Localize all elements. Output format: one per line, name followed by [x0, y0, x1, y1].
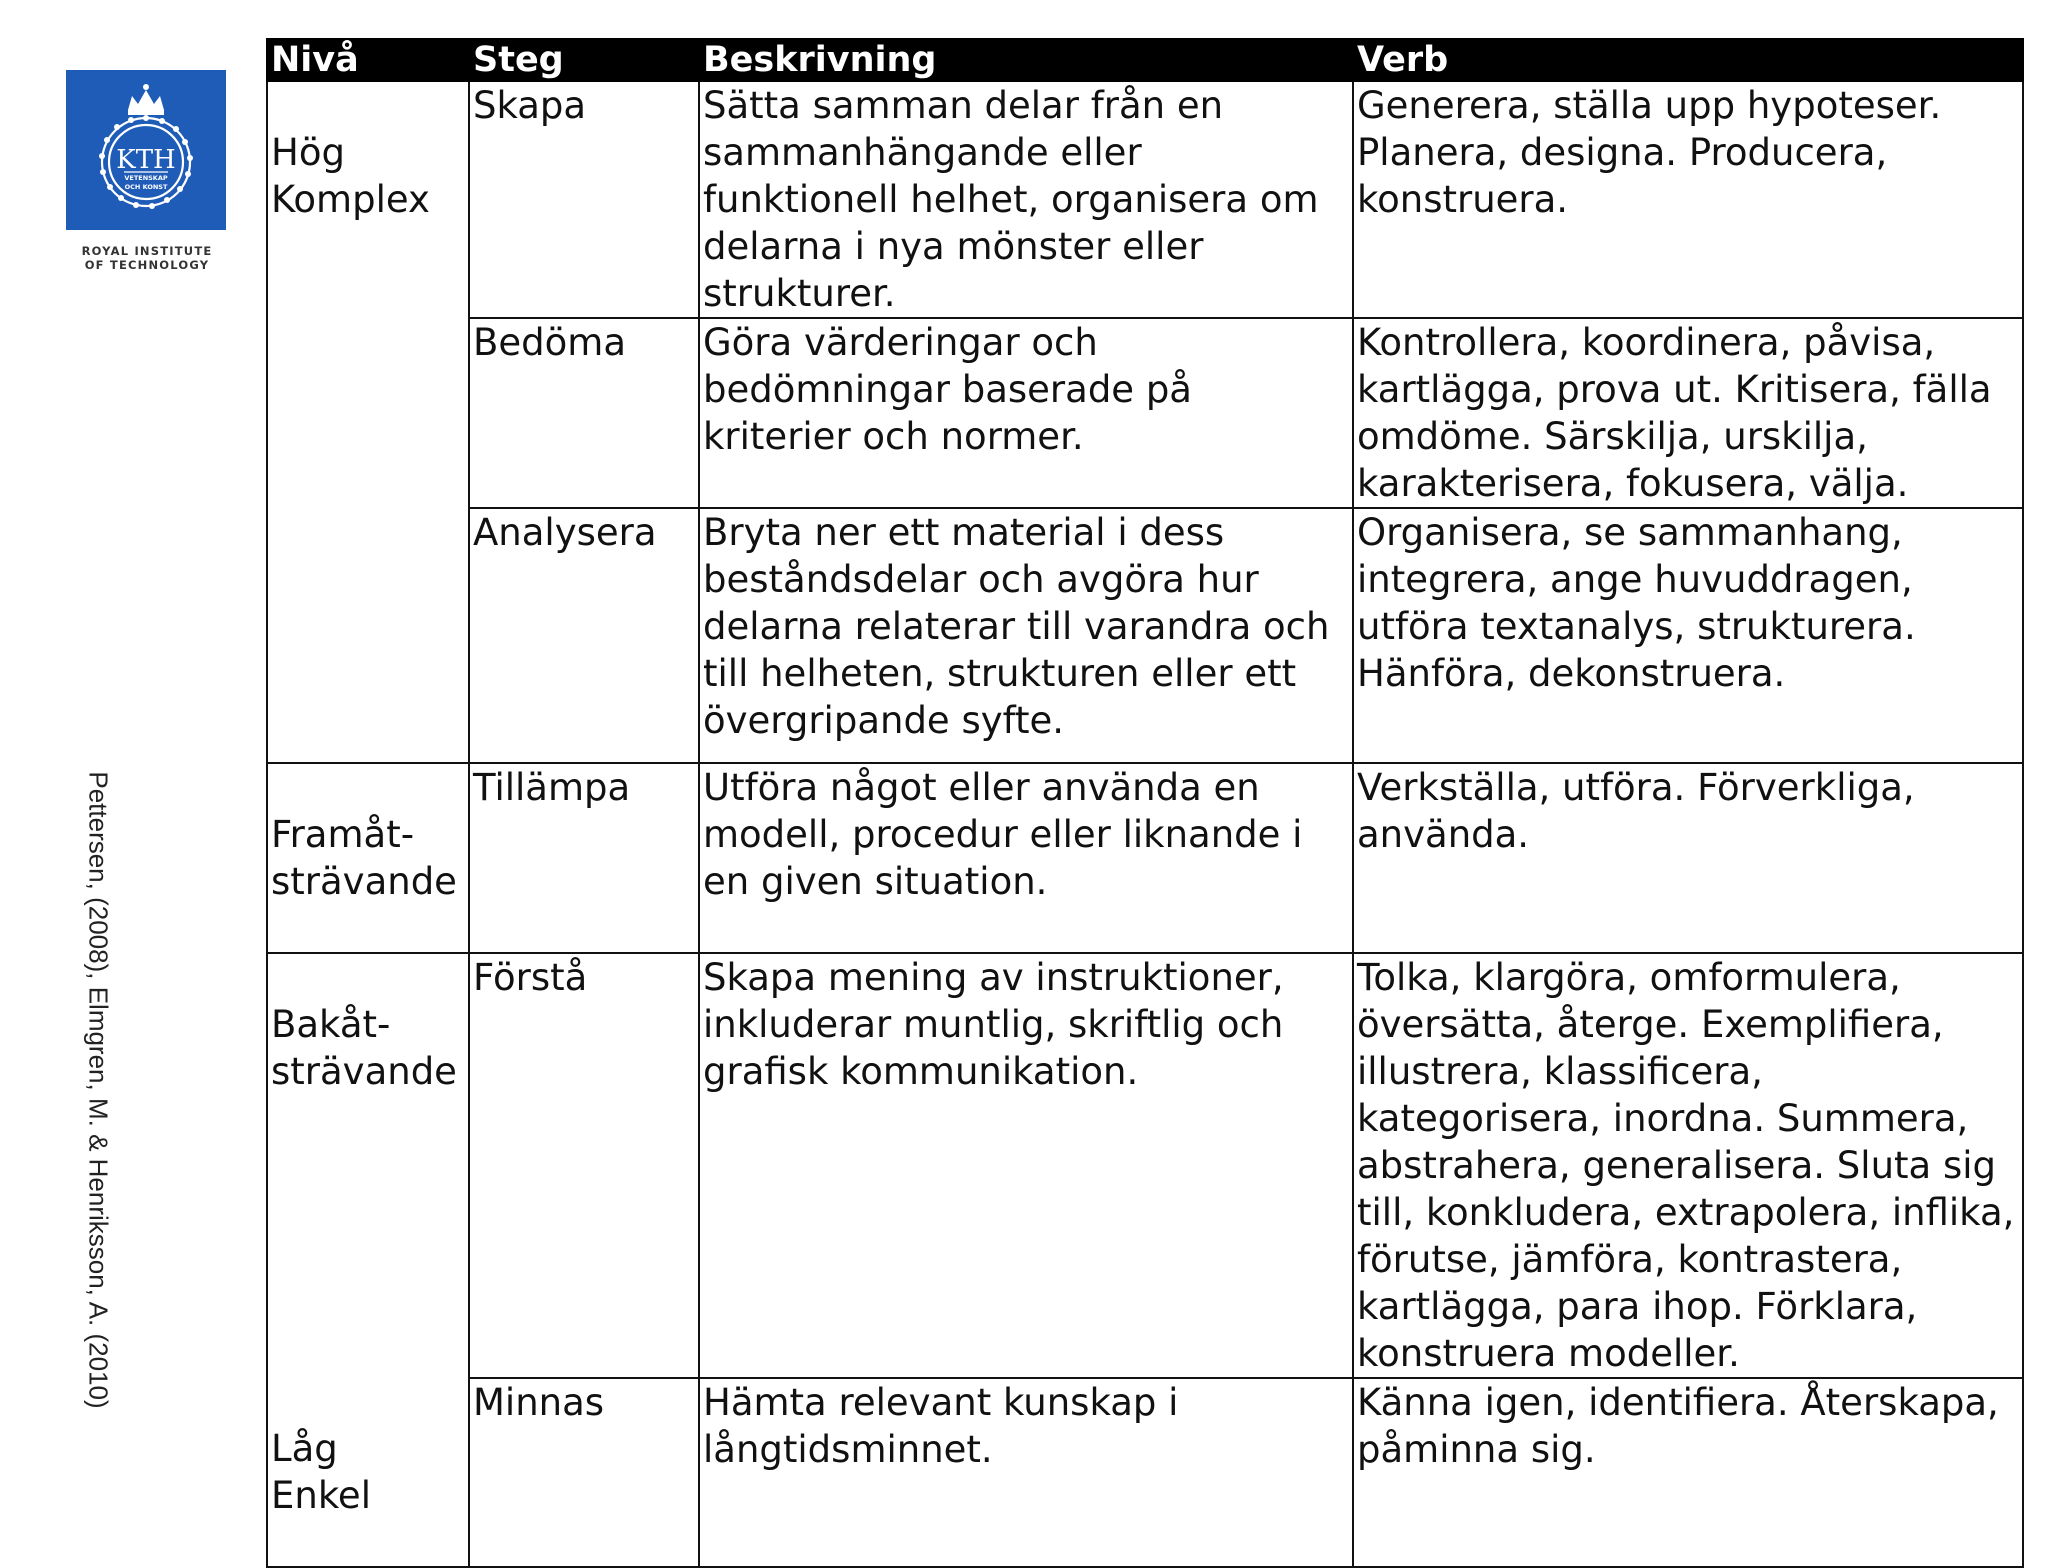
table-header-row	[267, 39, 2023, 81]
beskrivning-cell: Göra värderingar och bedömningar baserade på kriterier och normer.	[699, 318, 1353, 508]
kth-emblem	[66, 70, 226, 230]
table-row	[267, 953, 2023, 1378]
level-cell-lag	[267, 1378, 469, 1567]
beskrivning-cell: Skapa mening av instruktioner, inkluderar muntlig, skriftlig och grafisk kommunikation.	[699, 953, 1353, 1378]
steg-cell: Tillämpa	[469, 763, 699, 953]
logo-caption-line-1: ROYAL INSTITUTE	[81, 244, 213, 258]
logo-caption-line-2: OF TECHNOLOGY	[84, 258, 210, 272]
crown-wreath-icon	[66, 70, 226, 230]
table-row	[267, 763, 2023, 953]
table-row	[267, 1378, 2023, 1567]
steg-cell: Förstå	[469, 953, 699, 1378]
level-cell-framat	[267, 763, 469, 953]
header-verb: Verb	[1353, 39, 2023, 81]
steg-cell: Minnas	[469, 1378, 699, 1567]
table-row	[267, 81, 2023, 318]
level-cell-bakat	[267, 953, 469, 1378]
beskrivning-cell: Hämta relevant kunskap i långtidsminnet.	[699, 1378, 1353, 1567]
header-niva: Nivå	[267, 39, 469, 81]
citation-text: Pettersen, (2008), Elmgren, M. & Henriksson, A. (2010)	[83, 771, 114, 1409]
level-framat-stravande: Framåt- strävande	[271, 813, 457, 903]
taxonomy-table	[266, 38, 2024, 1568]
steg-cell: Bedöma	[469, 318, 699, 508]
verb-cell: Kontrollera, koordinera, påvisa, kartlägga, prova ut. Kritisera, fälla omdöme. Särskilja, urskilja, karakterisera, fokusera, välja.	[1353, 318, 2023, 508]
steg-cell: Analysera	[469, 508, 699, 763]
table-row	[267, 508, 2023, 763]
table-row	[267, 318, 2023, 508]
verb-cell: Tolka, klargöra, omformulera, översätta, återge. Exemplifiera, illustrera, klassificera, kategorisera, inordna. Summera, abstrahera, generalisera. Sluta sig till, konkludera, extrapolera, inflika, förutse, jämföra, kontrastera, kartlägga, para ihop. Förklara, konstruera modeller.	[1353, 953, 2023, 1378]
verb-cell: Känna igen, identifiera. Återskapa, påminna sig.	[1353, 1378, 2023, 1567]
level-lag-enkel: Låg Enkel	[271, 1427, 371, 1517]
steg-cell: Skapa	[469, 81, 699, 318]
header-steg: Steg	[469, 39, 699, 81]
level-hog-komplex: Hög Komplex	[271, 131, 430, 221]
beskrivning-cell: Utföra något eller använda en modell, procedur eller liknande i en given situation.	[699, 763, 1353, 953]
kth-logo	[66, 70, 228, 272]
logo-caption	[66, 244, 228, 272]
verb-cell: Organisera, se sammanhang, integrera, ange huvuddragen, utföra textanalys, strukturera. Hänföra, dekonstruera.	[1353, 508, 2023, 763]
emblem-text: KTH	[116, 145, 176, 175]
level-cell-hog	[267, 81, 469, 763]
level-bakat-stravande: Bakåt- strävande	[271, 1003, 457, 1093]
emblem-motto-1: VETENSKAP	[124, 174, 168, 182]
emblem-motto-2: OCH KONST	[124, 183, 168, 191]
beskrivning-cell: Bryta ner ett material i dess beståndsdelar och avgöra hur delarna relaterar till varandra och till helheten, strukturen eller ett övergripande syfte.	[699, 508, 1353, 763]
beskrivning-cell: Sätta samman delar från en sammanhängande eller funktionell helhet, organisera om delarna i nya mönster eller strukturer.	[699, 81, 1353, 318]
header-beskrivning: Beskrivning	[699, 39, 1353, 81]
verb-cell: Verkställa, utföra. Förverkliga, använda.	[1353, 763, 2023, 953]
verb-cell: Generera, ställa upp hypoteser. Planera, designa. Producera, konstruera.	[1353, 81, 2023, 318]
